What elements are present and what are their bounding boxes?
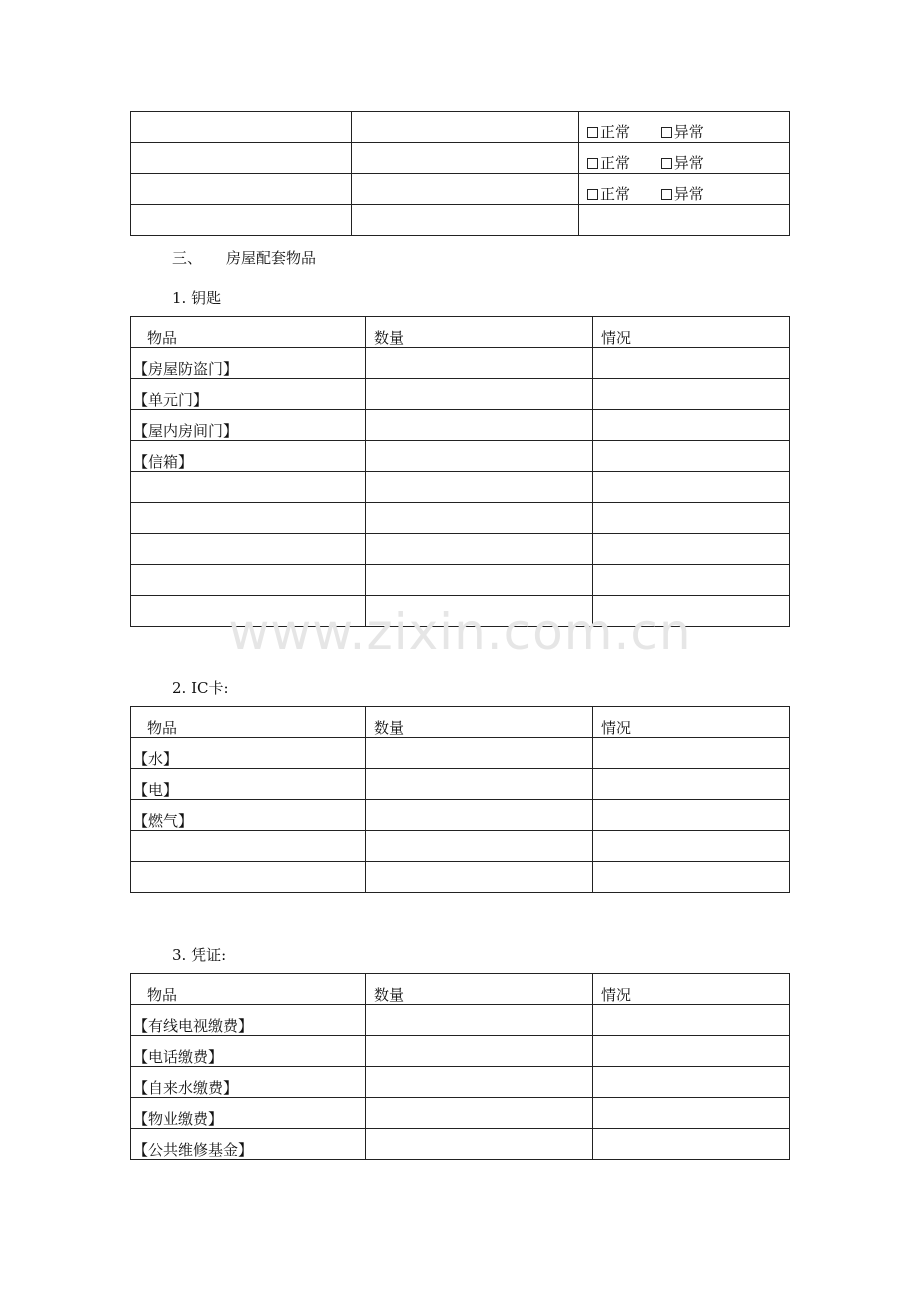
quantity-cell[interactable] bbox=[366, 379, 593, 410]
table-header-row bbox=[131, 317, 790, 348]
item-cell bbox=[131, 565, 366, 596]
item-cell: 【自来水缴费】 bbox=[131, 1067, 366, 1098]
condition-cell[interactable] bbox=[593, 534, 790, 565]
condition-cell[interactable] bbox=[593, 1129, 790, 1160]
quantity-cell[interactable] bbox=[366, 596, 593, 627]
checkbox-label: 正常 bbox=[600, 123, 631, 141]
table-row bbox=[131, 205, 790, 236]
checkbox-icon bbox=[661, 127, 672, 138]
condition-cell[interactable] bbox=[593, 565, 790, 596]
table-cell bbox=[352, 112, 579, 143]
table-cell bbox=[352, 143, 579, 174]
checkbox-label: 正常 bbox=[600, 154, 631, 172]
item-cell: 【公共维修基金】 bbox=[131, 1129, 366, 1160]
column-header: 情况 bbox=[593, 317, 790, 348]
quantity-cell[interactable] bbox=[366, 1036, 593, 1067]
table-row bbox=[131, 565, 790, 596]
table-row bbox=[131, 348, 790, 379]
checkbox-icon bbox=[587, 189, 598, 200]
abnormal-checkbox[interactable] bbox=[661, 186, 704, 203]
table-cell bbox=[131, 205, 352, 236]
quantity-cell[interactable] bbox=[366, 410, 593, 441]
condition-cell[interactable] bbox=[593, 800, 790, 831]
checkbox-icon bbox=[661, 189, 672, 200]
checkbox-label: 正常 bbox=[600, 185, 631, 203]
quantity-cell[interactable] bbox=[366, 800, 593, 831]
condition-cell[interactable] bbox=[593, 379, 790, 410]
table-cell bbox=[352, 205, 579, 236]
vouchers-title: 3. 凭证: bbox=[172, 946, 227, 964]
quantity-cell[interactable] bbox=[366, 503, 593, 534]
column-header: 物品 bbox=[131, 317, 366, 348]
checkbox-label: 异常 bbox=[673, 154, 704, 172]
item-cell bbox=[131, 831, 366, 862]
quantity-cell[interactable] bbox=[366, 472, 593, 503]
section-heading bbox=[172, 247, 316, 268]
quantity-cell[interactable] bbox=[366, 831, 593, 862]
table-cell bbox=[131, 174, 352, 205]
section-number: 三、 bbox=[172, 249, 203, 267]
item-cell: 【电】 bbox=[131, 769, 366, 800]
quantity-cell[interactable] bbox=[366, 348, 593, 379]
condition-cell[interactable] bbox=[593, 831, 790, 862]
item-cell bbox=[131, 503, 366, 534]
condition-cell[interactable] bbox=[593, 472, 790, 503]
item-cell: 【电话缴费】 bbox=[131, 1036, 366, 1067]
item-cell bbox=[131, 596, 366, 627]
table-cell bbox=[352, 174, 579, 205]
keys-table bbox=[130, 316, 790, 627]
item-cell: 【有线电视缴费】 bbox=[131, 1005, 366, 1036]
item-cell: 【物业缴费】 bbox=[131, 1098, 366, 1129]
condition-cell[interactable] bbox=[593, 596, 790, 627]
table-row bbox=[131, 1098, 790, 1129]
status-cell bbox=[579, 143, 790, 174]
item-cell: 【房屋防盗门】 bbox=[131, 348, 366, 379]
table-row bbox=[131, 1036, 790, 1067]
table-row bbox=[131, 503, 790, 534]
table-row bbox=[131, 596, 790, 627]
table-cell bbox=[131, 112, 352, 143]
checkbox-label: 异常 bbox=[673, 185, 704, 203]
column-header: 物品 bbox=[131, 974, 366, 1005]
quantity-cell[interactable] bbox=[366, 769, 593, 800]
quantity-cell[interactable] bbox=[366, 1098, 593, 1129]
column-header: 情况 bbox=[593, 974, 790, 1005]
table-row bbox=[131, 472, 790, 503]
table-row bbox=[131, 1005, 790, 1036]
checkbox-icon bbox=[661, 158, 672, 169]
condition-cell[interactable] bbox=[593, 1036, 790, 1067]
quantity-cell[interactable] bbox=[366, 565, 593, 596]
condition-cell[interactable] bbox=[593, 862, 790, 893]
condition-cell[interactable] bbox=[593, 503, 790, 534]
table-row bbox=[131, 534, 790, 565]
table-row bbox=[131, 738, 790, 769]
table-row bbox=[131, 174, 790, 205]
condition-cell[interactable] bbox=[593, 348, 790, 379]
normal-checkbox[interactable] bbox=[587, 155, 630, 172]
column-header: 数量 bbox=[366, 974, 593, 1005]
quantity-cell[interactable] bbox=[366, 1005, 593, 1036]
table-row bbox=[131, 1067, 790, 1098]
status-cell bbox=[579, 112, 790, 143]
table-row bbox=[131, 112, 790, 143]
normal-checkbox[interactable] bbox=[587, 124, 630, 141]
ic-cards-title: 2. IC卡: bbox=[172, 679, 229, 697]
condition-cell[interactable] bbox=[593, 441, 790, 472]
table-row bbox=[131, 831, 790, 862]
table-row bbox=[131, 1129, 790, 1160]
condition-cell[interactable] bbox=[593, 1067, 790, 1098]
table-cell bbox=[579, 205, 790, 236]
item-cell: 【信箱】 bbox=[131, 441, 366, 472]
column-header: 物品 bbox=[131, 707, 366, 738]
column-header: 数量 bbox=[366, 707, 593, 738]
quantity-cell[interactable] bbox=[366, 738, 593, 769]
item-cell bbox=[131, 534, 366, 565]
quantity-cell[interactable] bbox=[366, 534, 593, 565]
status-cell bbox=[579, 174, 790, 205]
table-row bbox=[131, 769, 790, 800]
table-header-row bbox=[131, 974, 790, 1005]
condition-cell[interactable] bbox=[593, 1098, 790, 1129]
quantity-cell[interactable] bbox=[366, 1129, 593, 1160]
item-cell: 【屋内房间门】 bbox=[131, 410, 366, 441]
column-header: 情况 bbox=[593, 707, 790, 738]
abnormal-checkbox[interactable] bbox=[661, 124, 704, 141]
checkbox-icon bbox=[587, 158, 598, 169]
item-cell: 【单元门】 bbox=[131, 379, 366, 410]
table-row bbox=[131, 143, 790, 174]
quantity-cell[interactable] bbox=[366, 441, 593, 472]
item-cell bbox=[131, 472, 366, 503]
table-row bbox=[131, 379, 790, 410]
table-row bbox=[131, 441, 790, 472]
table-row bbox=[131, 410, 790, 441]
condition-cell[interactable] bbox=[593, 738, 790, 769]
item-cell: 【燃气】 bbox=[131, 800, 366, 831]
abnormal-checkbox[interactable] bbox=[661, 155, 704, 172]
normal-checkbox[interactable] bbox=[587, 186, 630, 203]
checkbox-label: 异常 bbox=[673, 123, 704, 141]
table-cell bbox=[131, 143, 352, 174]
condition-cell[interactable] bbox=[593, 1005, 790, 1036]
watermark: www.zixin.com.cn bbox=[228, 603, 692, 661]
condition-cell[interactable] bbox=[593, 410, 790, 441]
table-row bbox=[131, 862, 790, 893]
condition-cell[interactable] bbox=[593, 769, 790, 800]
item-cell: 【水】 bbox=[131, 738, 366, 769]
table-header-row bbox=[131, 707, 790, 738]
vouchers-table bbox=[130, 973, 790, 1160]
item-cell bbox=[131, 862, 366, 893]
keys-title: 1. 钥匙 bbox=[172, 289, 222, 307]
status-table bbox=[130, 111, 790, 236]
column-header: 数量 bbox=[366, 317, 593, 348]
section-title: 房屋配套物品 bbox=[226, 249, 317, 267]
quantity-cell[interactable] bbox=[366, 862, 593, 893]
ic-cards-table bbox=[130, 706, 790, 893]
table-row bbox=[131, 800, 790, 831]
quantity-cell[interactable] bbox=[366, 1067, 593, 1098]
checkbox-icon bbox=[587, 127, 598, 138]
